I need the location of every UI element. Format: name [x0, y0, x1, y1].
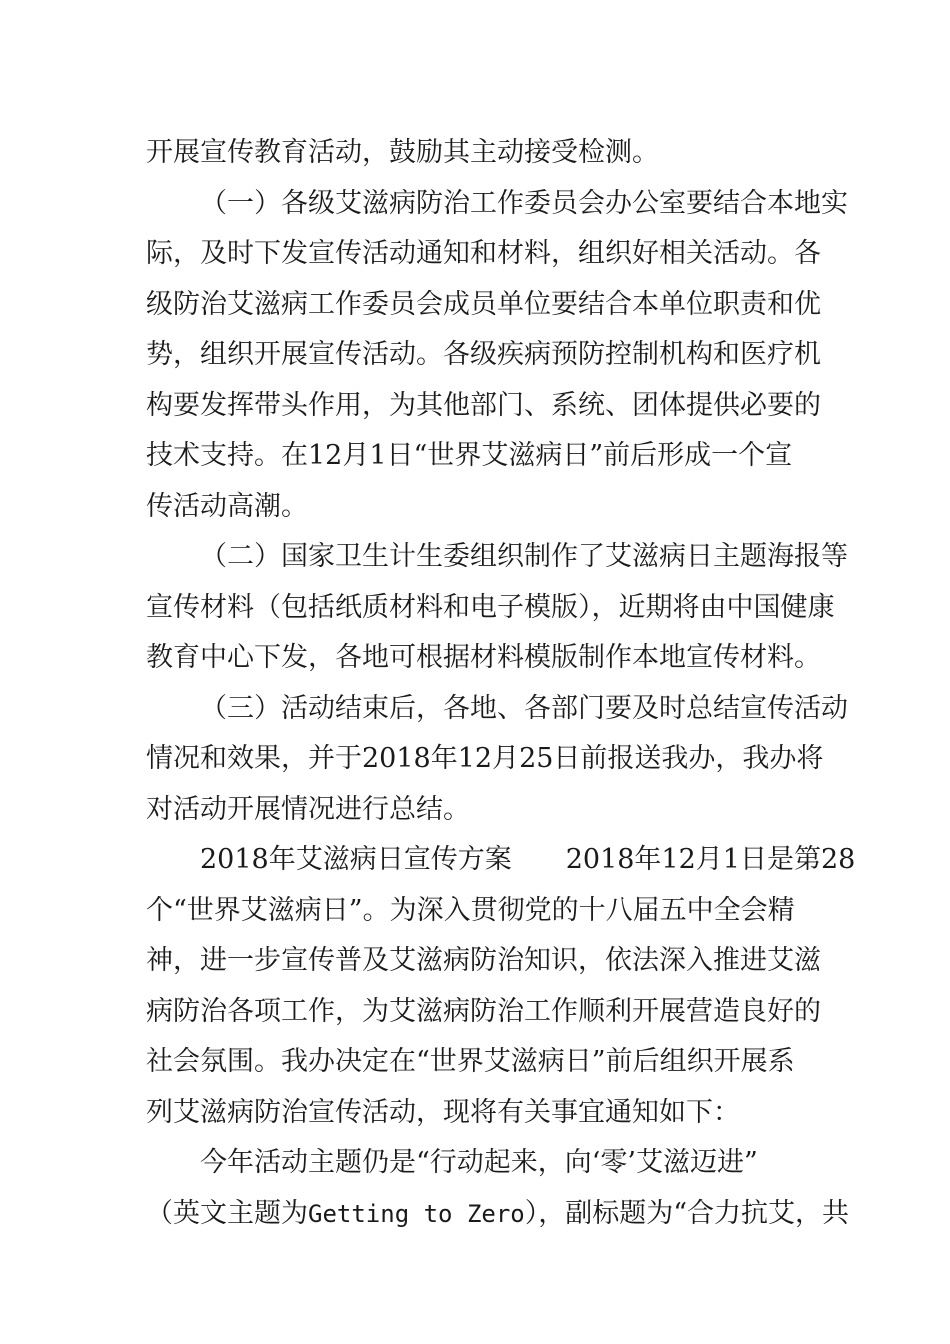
paragraph-line: 神，进一步宣传普及艾滋病防治知识，依法深入推进艾滋 [146, 945, 821, 976]
paragraph-line: 社会氛围。我办决定在“世界艾滋病日”前后组织开展系 [146, 1046, 795, 1077]
paragraph-line: （一）各级艾滋病防治工作委员会办公室要结合本地实 [200, 187, 848, 219]
document-body [146, 128, 856, 1239]
paragraph-line: 今年活动主题仍是“行动起来，向‘零’艾滋迈进” [200, 1147, 758, 1178]
paragraph-line: 2018年艾滋病日宣传方案 2018年12月1日是第28 [200, 844, 856, 875]
paragraph-line: 势，组织开展宣传活动。各级疾病预防控制机构和医疗机 [146, 339, 821, 370]
english-theme-text: Getting to Zero [308, 1199, 525, 1228]
paragraph-line: 个“世界艾滋病日”。为深入贯彻党的十八届五中全会精 [146, 894, 795, 926]
text-run: ），副标题为“合力抗艾，共 [524, 1197, 850, 1229]
paragraph-line: 情况和效果，并于2018年12月25日前报送我办，我办将 [146, 743, 824, 774]
paragraph-line [146, 1189, 850, 1240]
paragraph-line: （三）活动结束后，各地、各部门要及时总结宣传活动 [200, 692, 848, 724]
paragraph-line: 教育中心下发，各地可根据材料模版制作本地宣传材料。 [146, 642, 821, 673]
paragraph-line: 构要发挥带头作用，为其他部门、系统、团体提供必要的 [146, 389, 821, 421]
text-run: （英文主题为 [146, 1197, 308, 1229]
paragraph-line: 开展宣传教育活动，鼓励其主动接受检测。 [146, 137, 659, 168]
paragraph-line: （二）国家卫生计生委组织制作了艾滋病日主题海报等 [200, 541, 848, 572]
paragraph-line: 际，及时下发宣传活动通知和材料，组织好相关活动。各 [146, 238, 821, 269]
paragraph-line: 列艾滋病防治宣传活动，现将有关事宜通知如下： [146, 1096, 740, 1128]
paragraph-line: 病防治各项工作，为艾滋病防治工作顺利开展营造良好的 [146, 995, 821, 1027]
paragraph-line: 传活动高潮。 [146, 490, 308, 522]
paragraph-line: 对活动开展情况进行总结。 [146, 793, 470, 825]
paragraph-line: 技术支持。在12月1日“世界艾滋病日”前后形成一个宣 [146, 440, 793, 471]
paragraph-line: 级防治艾滋病工作委员会成员单位要结合本单位职责和优 [146, 288, 821, 320]
paragraph-line: 宣传材料（包括纸质材料和电子模版），近期将由中国健康 [146, 591, 835, 623]
